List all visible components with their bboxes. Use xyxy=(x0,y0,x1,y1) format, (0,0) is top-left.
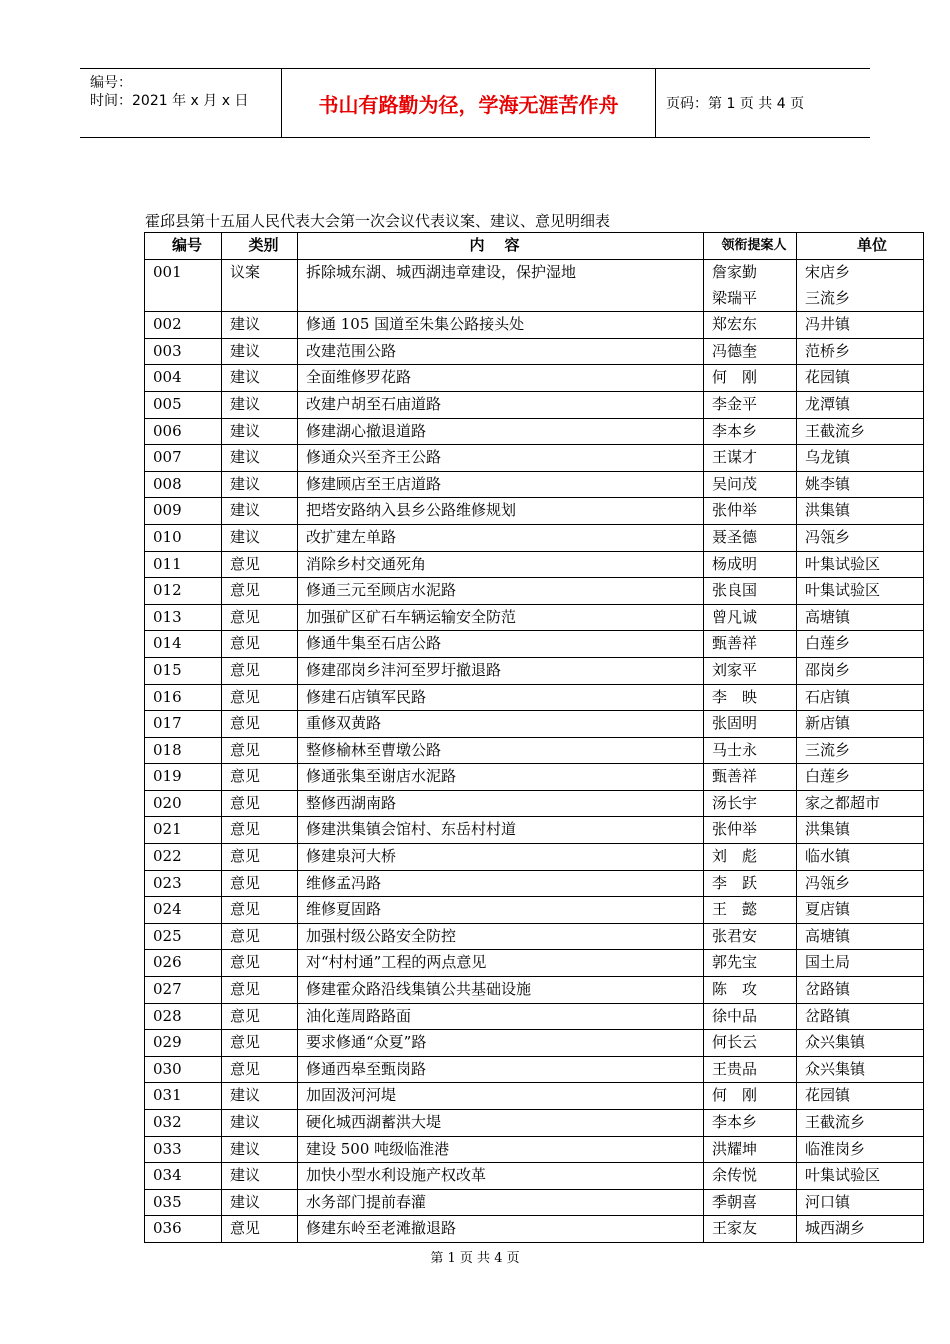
cell-content: 加强村级公路安全防控 xyxy=(298,923,704,950)
cell-type: 意见 xyxy=(222,764,298,791)
cell-proposer: 何 刚 xyxy=(704,1083,797,1110)
cell-type: 建议 xyxy=(222,498,298,525)
table-row xyxy=(145,870,924,897)
cell-no: 028 xyxy=(145,1003,222,1030)
cell-content: 修建石店镇军民路 xyxy=(298,684,704,711)
page-label: 页码：第 1 页 共 4 页 xyxy=(666,96,805,112)
cell-proposer: 王谋才 xyxy=(704,445,797,472)
cell-proposer: 王贵品 xyxy=(704,1056,797,1083)
cell-no: 035 xyxy=(145,1189,222,1216)
cell-no: 029 xyxy=(145,1030,222,1057)
cell-content: 维修夏固路 xyxy=(298,897,704,924)
table-header-row xyxy=(145,233,924,260)
cell-no: 012 xyxy=(145,578,222,605)
cell-unit: 白莲乡 xyxy=(797,631,924,658)
cell-type: 意见 xyxy=(222,684,298,711)
cell-type: 意见 xyxy=(222,1216,298,1243)
cell-unit: 新店镇 xyxy=(797,711,924,738)
cell-no: 022 xyxy=(145,844,222,871)
cell-content: 修通众兴至齐王公路 xyxy=(298,445,704,472)
cell-proposer: 李本乡 xyxy=(704,418,797,445)
table-row xyxy=(145,1189,924,1216)
cell-unit: 高塘镇 xyxy=(797,923,924,950)
cell-unit: 三流乡 xyxy=(797,737,924,764)
cell-no: 002 xyxy=(145,312,222,339)
cell-content: 修建洪集镇会馆村、东岳村村道 xyxy=(298,817,704,844)
cell-content: 拆除城东湖、城西湖违章建设，保护湿地 xyxy=(298,260,704,312)
cell-proposer: 甄善祥 xyxy=(704,631,797,658)
cell-type: 意见 xyxy=(222,950,298,977)
cell-no: 021 xyxy=(145,817,222,844)
number-label: 编号： xyxy=(90,75,132,91)
cell-unit: 岔路镇 xyxy=(797,1003,924,1030)
cell-no: 026 xyxy=(145,950,222,977)
cell-content: 修建湖心撤退道路 xyxy=(298,418,704,445)
table-row xyxy=(145,1216,924,1243)
cell-content: 修建泉河大桥 xyxy=(298,844,704,871)
cell-type: 建议 xyxy=(222,1110,298,1137)
cell-content: 改建范围公路 xyxy=(298,338,704,365)
table-row xyxy=(145,657,924,684)
cell-proposer: 郑宏东 xyxy=(704,312,797,339)
cell-proposer: 张良国 xyxy=(704,578,797,605)
cell-content: 修通张集至谢店水泥路 xyxy=(298,764,704,791)
table-row xyxy=(145,391,924,418)
proposal-table xyxy=(144,232,924,1243)
cell-type: 意见 xyxy=(222,1003,298,1030)
table-row xyxy=(145,764,924,791)
cell-content: 硬化城西湖蓄洪大堤 xyxy=(298,1110,704,1137)
cell-unit: 叶集试验区 xyxy=(797,551,924,578)
cell-no: 011 xyxy=(145,551,222,578)
cell-proposer: 王 懿 xyxy=(704,897,797,924)
cell-type: 意见 xyxy=(222,631,298,658)
table-row xyxy=(145,312,924,339)
cell-content: 修通 105 国道至朱集公路接头处 xyxy=(298,312,704,339)
cell-proposer-line: 梁瑞平 xyxy=(712,288,758,307)
cell-proposer: 刘 彪 xyxy=(704,844,797,871)
cell-proposer xyxy=(704,260,797,312)
cell-unit: 花园镇 xyxy=(797,1083,924,1110)
cell-no: 015 xyxy=(145,657,222,684)
cell-unit: 冯瓴乡 xyxy=(797,870,924,897)
cell-proposer: 何 刚 xyxy=(704,365,797,392)
cell-proposer: 张仲举 xyxy=(704,498,797,525)
table-row xyxy=(145,1136,924,1163)
cell-no: 017 xyxy=(145,711,222,738)
cell-content: 要求修通“众夏”路 xyxy=(298,1030,704,1057)
cell-unit: 石店镇 xyxy=(797,684,924,711)
cell-type: 建议 xyxy=(222,1189,298,1216)
cell-proposer: 何长云 xyxy=(704,1030,797,1057)
table-row xyxy=(145,817,924,844)
cell-content: 改建户胡至石庙道路 xyxy=(298,391,704,418)
cell-type: 建议 xyxy=(222,1136,298,1163)
table-row xyxy=(145,1163,924,1190)
cell-unit: 河口镇 xyxy=(797,1189,924,1216)
cell-proposer: 李金平 xyxy=(704,391,797,418)
table-row xyxy=(145,1083,924,1110)
cell-no: 031 xyxy=(145,1083,222,1110)
cell-type: 意见 xyxy=(222,604,298,631)
cell-no: 030 xyxy=(145,1056,222,1083)
table-caption: 霍邱县第十五届人民代表大会第一次会议代表议案、建议、意见明细表 xyxy=(145,212,611,230)
table-row xyxy=(145,897,924,924)
cell-proposer: 马士永 xyxy=(704,737,797,764)
cell-no: 020 xyxy=(145,790,222,817)
cell-proposer: 李 跃 xyxy=(704,870,797,897)
cell-type: 建议 xyxy=(222,312,298,339)
cell-no: 004 xyxy=(145,365,222,392)
cell-no: 018 xyxy=(145,737,222,764)
cell-no: 007 xyxy=(145,445,222,472)
table-row xyxy=(145,737,924,764)
cell-no: 019 xyxy=(145,764,222,791)
cell-type: 建议 xyxy=(222,418,298,445)
cell-content: 消除乡村交通死角 xyxy=(298,551,704,578)
cell-unit: 叶集试验区 xyxy=(797,1163,924,1190)
cell-proposer: 杨成明 xyxy=(704,551,797,578)
cell-type: 议案 xyxy=(222,260,298,312)
cell-content: 改扩建左单路 xyxy=(298,524,704,551)
cell-proposer: 甄善祥 xyxy=(704,764,797,791)
table-row xyxy=(145,365,924,392)
cell-unit: 国土局 xyxy=(797,950,924,977)
table-row xyxy=(145,684,924,711)
table-row xyxy=(145,260,924,312)
cell-no: 001 xyxy=(145,260,222,312)
header-meta xyxy=(80,69,282,137)
cell-no: 006 xyxy=(145,418,222,445)
cell-unit: 乌龙镇 xyxy=(797,445,924,472)
cell-proposer-line: 詹家勤 xyxy=(712,263,758,281)
cell-type: 意见 xyxy=(222,737,298,764)
cell-no: 032 xyxy=(145,1110,222,1137)
table-row xyxy=(145,1030,924,1057)
table-row xyxy=(145,418,924,445)
cell-content: 修通三元至顾店水泥路 xyxy=(298,578,704,605)
cell-unit: 临水镇 xyxy=(797,844,924,871)
table-row xyxy=(145,471,924,498)
cell-proposer: 李 映 xyxy=(704,684,797,711)
cell-unit-line: 宋店乡 xyxy=(805,263,851,281)
cell-no: 034 xyxy=(145,1163,222,1190)
cell-content: 重修双黄路 xyxy=(298,711,704,738)
table-row xyxy=(145,977,924,1004)
cell-no: 033 xyxy=(145,1136,222,1163)
cell-proposer: 王家友 xyxy=(704,1216,797,1243)
cell-unit: 冯井镇 xyxy=(797,312,924,339)
table-row xyxy=(145,524,924,551)
table-row xyxy=(145,1110,924,1137)
cell-content: 加固汲河河堤 xyxy=(298,1083,704,1110)
cell-content: 建设 500 吨级临淮港 xyxy=(298,1136,704,1163)
cell-unit: 城西湖乡 xyxy=(797,1216,924,1243)
cell-content: 水务部门提前春灌 xyxy=(298,1189,704,1216)
table-row xyxy=(145,445,924,472)
motto: 书山有路勤为径，学海无涯苦作舟 xyxy=(282,69,656,137)
cell-unit: 临淮岗乡 xyxy=(797,1136,924,1163)
cell-type: 意见 xyxy=(222,977,298,1004)
table-row xyxy=(145,844,924,871)
cell-content: 对“村村通”工程的两点意见 xyxy=(298,950,704,977)
cell-content: 油化莲周路路面 xyxy=(298,1003,704,1030)
header-unit: 单位 xyxy=(797,233,924,260)
cell-type: 建议 xyxy=(222,524,298,551)
cell-type: 建议 xyxy=(222,338,298,365)
cell-unit-line: 三流乡 xyxy=(805,288,851,307)
cell-content: 维修孟冯路 xyxy=(298,870,704,897)
header-no: 编号 xyxy=(145,233,222,260)
cell-unit: 众兴集镇 xyxy=(797,1030,924,1057)
cell-type: 意见 xyxy=(222,578,298,605)
cell-no: 003 xyxy=(145,338,222,365)
cell-type: 意见 xyxy=(222,897,298,924)
cell-unit: 夏店镇 xyxy=(797,897,924,924)
cell-unit: 洪集镇 xyxy=(797,817,924,844)
cell-content: 修通西皋至甄岗路 xyxy=(298,1056,704,1083)
cell-no: 009 xyxy=(145,498,222,525)
cell-proposer: 张固明 xyxy=(704,711,797,738)
cell-no: 023 xyxy=(145,870,222,897)
cell-no: 027 xyxy=(145,977,222,1004)
header-content: 内容 xyxy=(298,233,704,260)
table-row xyxy=(145,631,924,658)
cell-unit: 范桥乡 xyxy=(797,338,924,365)
cell-unit: 冯瓴乡 xyxy=(797,524,924,551)
cell-proposer: 徐中品 xyxy=(704,1003,797,1030)
cell-type: 意见 xyxy=(222,844,298,871)
table-row xyxy=(145,711,924,738)
cell-content: 修建东岭至老滩撤退路 xyxy=(298,1216,704,1243)
cell-no: 036 xyxy=(145,1216,222,1243)
cell-type: 意见 xyxy=(222,923,298,950)
table-row xyxy=(145,950,924,977)
cell-content: 修建霍众路沿线集镇公共基础设施 xyxy=(298,977,704,1004)
cell-no: 024 xyxy=(145,897,222,924)
cell-content: 加快小型水利设施产权改革 xyxy=(298,1163,704,1190)
cell-unit: 龙潭镇 xyxy=(797,391,924,418)
cell-type: 建议 xyxy=(222,471,298,498)
cell-unit: 高塘镇 xyxy=(797,604,924,631)
cell-type: 意见 xyxy=(222,711,298,738)
table-row xyxy=(145,498,924,525)
cell-proposer: 李本乡 xyxy=(704,1110,797,1137)
cell-no: 005 xyxy=(145,391,222,418)
document-header xyxy=(80,68,870,138)
cell-content: 修通牛集至石店公路 xyxy=(298,631,704,658)
cell-no: 010 xyxy=(145,524,222,551)
cell-proposer: 曾凡诚 xyxy=(704,604,797,631)
cell-unit: 家之都超市 xyxy=(797,790,924,817)
time-label: 时间：2021 年 x 月 x 日 xyxy=(90,93,249,109)
cell-type: 建议 xyxy=(222,1083,298,1110)
cell-proposer: 余传悦 xyxy=(704,1163,797,1190)
cell-proposer: 张仲举 xyxy=(704,817,797,844)
table-row xyxy=(145,923,924,950)
cell-proposer: 聂圣德 xyxy=(704,524,797,551)
cell-content: 整修榆林至曹墩公路 xyxy=(298,737,704,764)
cell-proposer: 季朝喜 xyxy=(704,1189,797,1216)
cell-unit: 王截流乡 xyxy=(797,418,924,445)
header-type: 类别 xyxy=(222,233,298,260)
cell-proposer: 洪耀坤 xyxy=(704,1136,797,1163)
cell-no: 014 xyxy=(145,631,222,658)
cell-no: 013 xyxy=(145,604,222,631)
cell-proposer: 冯德奎 xyxy=(704,338,797,365)
cell-unit: 邵岗乡 xyxy=(797,657,924,684)
page-footer: 第 1 页 共 4 页 xyxy=(430,1251,520,1266)
cell-type: 建议 xyxy=(222,1163,298,1190)
cell-content: 全面维修罗花路 xyxy=(298,365,704,392)
cell-type: 意见 xyxy=(222,790,298,817)
cell-unit: 岔路镇 xyxy=(797,977,924,1004)
cell-proposer: 张君安 xyxy=(704,923,797,950)
cell-no: 016 xyxy=(145,684,222,711)
table-row xyxy=(145,604,924,631)
table-row xyxy=(145,551,924,578)
cell-type: 意见 xyxy=(222,551,298,578)
table-row xyxy=(145,1003,924,1030)
cell-type: 建议 xyxy=(222,445,298,472)
cell-unit: 众兴集镇 xyxy=(797,1056,924,1083)
cell-no: 025 xyxy=(145,923,222,950)
cell-no: 008 xyxy=(145,471,222,498)
cell-content: 修建顾店至王店道路 xyxy=(298,471,704,498)
cell-unit: 王截流乡 xyxy=(797,1110,924,1137)
cell-type: 意见 xyxy=(222,1056,298,1083)
cell-proposer: 郭先宝 xyxy=(704,950,797,977)
cell-type: 意见 xyxy=(222,657,298,684)
cell-content: 修建邵岗乡沣河至罗圩撤退路 xyxy=(298,657,704,684)
cell-type: 建议 xyxy=(222,365,298,392)
cell-type: 意见 xyxy=(222,817,298,844)
cell-type: 建议 xyxy=(222,391,298,418)
cell-proposer: 汤长宇 xyxy=(704,790,797,817)
cell-unit: 花园镇 xyxy=(797,365,924,392)
table-row xyxy=(145,790,924,817)
cell-unit: 洪集镇 xyxy=(797,498,924,525)
cell-type: 意见 xyxy=(222,1030,298,1057)
cell-proposer: 刘家平 xyxy=(704,657,797,684)
cell-type: 意见 xyxy=(222,870,298,897)
header-proposer: 领衔提案人 xyxy=(704,233,797,260)
cell-content: 加强矿区矿石车辆运输安全防范 xyxy=(298,604,704,631)
cell-unit: 姚李镇 xyxy=(797,471,924,498)
cell-unit: 白莲乡 xyxy=(797,764,924,791)
table-row xyxy=(145,1056,924,1083)
cell-proposer: 陈 攻 xyxy=(704,977,797,1004)
cell-content: 整修西湖南路 xyxy=(298,790,704,817)
cell-proposer: 吴问茂 xyxy=(704,471,797,498)
table-row xyxy=(145,338,924,365)
table-row xyxy=(145,578,924,605)
cell-unit xyxy=(797,260,924,312)
cell-unit: 叶集试验区 xyxy=(797,578,924,605)
cell-content: 把塔安路纳入县乡公路维修规划 xyxy=(298,498,704,525)
